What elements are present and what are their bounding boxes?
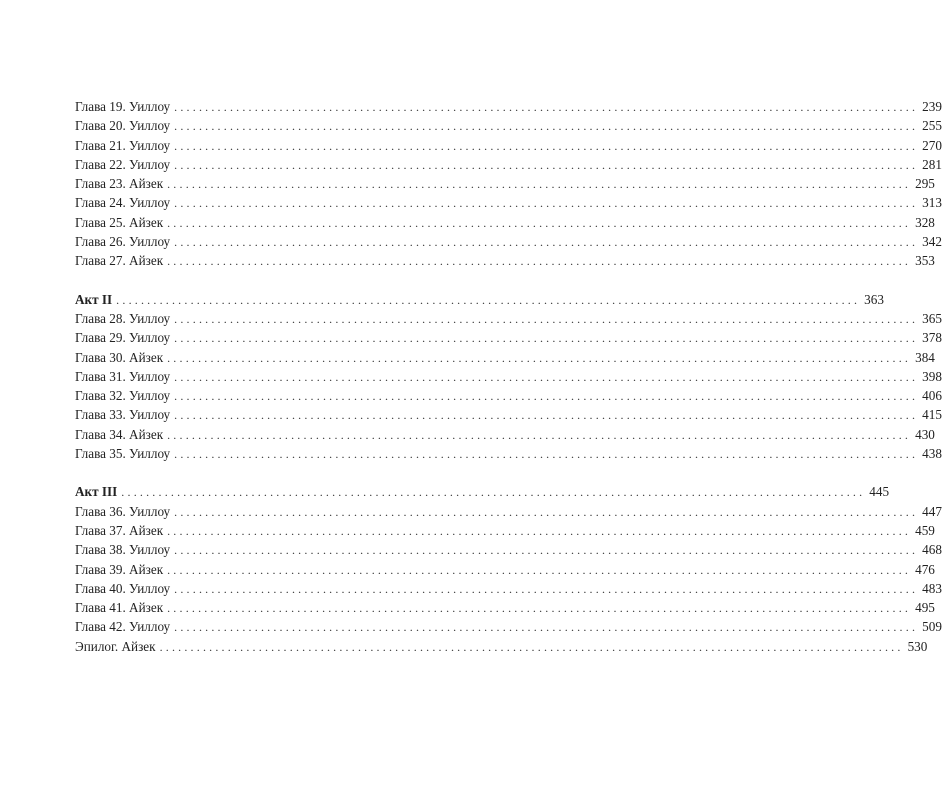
dot-leader: ........................................................................................................................: [167, 427, 912, 442]
dot-leader: ........................................................................................................................: [167, 523, 912, 538]
dot-leader: ........................................................................................................................: [174, 581, 919, 596]
toc-entry: [75, 617, 942, 636]
toc-entry-title: Глава 28. Уиллоу: [75, 310, 171, 326]
toc-entry-title: Глава 36. Уиллоу: [75, 503, 171, 519]
dot-leader: ........................................................................................................................: [174, 235, 919, 250]
dot-leader: ........................................................................................................................: [174, 157, 919, 172]
toc-entry-title: Глава 19. Уиллоу: [75, 99, 171, 114]
toc-page-number: 328: [915, 214, 935, 230]
dot-leader: ........................................................................................................................: [174, 389, 919, 404]
toc-entry: [75, 579, 942, 598]
toc-page-number: 353: [915, 253, 935, 269]
toc-page-number: 406: [922, 388, 942, 404]
toc-page-number: 459: [915, 522, 935, 538]
toc-page-number: 363: [864, 291, 884, 307]
toc-entry: [75, 425, 935, 444]
toc-entry-title: Глава 30. Айзек: [75, 349, 164, 365]
dot-leader: ........................................................................................................................: [174, 369, 919, 384]
toc-entry-title: Глава 39. Айзек: [75, 561, 164, 577]
dot-leader: ........................................................................................................................: [174, 196, 919, 211]
toc-entry: [75, 136, 942, 155]
toc-entry: [75, 502, 942, 521]
dot-leader: ........................................................................................................................: [116, 292, 861, 307]
dot-leader: ........................................................................................................................: [159, 639, 904, 654]
dot-leader: ........................................................................................................................: [174, 119, 919, 134]
toc-entry-title: Глава 34. Айзек: [75, 426, 164, 442]
toc-entry: [75, 155, 942, 174]
toc-entry-title: Глава 41. Айзек: [75, 600, 164, 616]
toc-page-number: 415: [922, 407, 942, 423]
toc-entry-title: Глава 40. Уиллоу: [75, 580, 171, 596]
toc-page-number: 495: [915, 600, 935, 616]
section-gap: [75, 271, 450, 290]
toc-page-number: 509: [922, 619, 942, 635]
toc-page-number: 430: [915, 426, 935, 442]
toc-entry-title: Глава 37. Айзек: [75, 522, 164, 538]
toc-page-number: 384: [915, 349, 935, 365]
toc-entry: [75, 521, 935, 540]
toc-entry-title: Глава 25. Айзек: [75, 214, 164, 230]
dot-leader: ........................................................................................................................: [174, 447, 919, 462]
toc-entry-title: Глава 42. Уиллоу: [75, 619, 171, 635]
toc-entry-title: Глава 35. Уиллоу: [75, 446, 171, 462]
toc-page-number: 468: [922, 542, 942, 558]
dot-leader: ........................................................................................................................: [174, 408, 919, 423]
dot-leader: ........................................................................................................................: [167, 350, 912, 365]
toc-page-number: 445: [869, 484, 890, 500]
toc-entry: [75, 560, 935, 579]
toc-entry: [75, 213, 935, 232]
toc-page-number: 398: [922, 368, 942, 384]
toc-entry: [75, 367, 942, 386]
dot-leader: ........................................................................................................................: [174, 100, 919, 114]
toc-page-number: 438: [922, 446, 942, 462]
toc-entry-title: Глава 27. Айзек: [75, 253, 164, 269]
toc-entry: [75, 193, 942, 212]
toc-entry: [75, 328, 942, 347]
toc-entry-title: Глава 31. Уиллоу: [75, 368, 171, 384]
toc-section: [75, 97, 942, 271]
toc-entry-title: Глава 24. Уиллоу: [75, 195, 171, 211]
toc-part-heading: [75, 290, 884, 309]
toc-page-number: 255: [922, 118, 942, 134]
toc-page-number: 270: [922, 137, 942, 153]
toc-section: [75, 290, 942, 464]
toc-entry: [75, 540, 942, 559]
dot-leader: ........................................................................................................................: [174, 620, 919, 635]
toc-entry: [75, 444, 942, 463]
toc-entry-title: Эпилог. Айзек: [75, 638, 156, 654]
toc-page-number: 447: [922, 503, 942, 519]
toc-entry-title: Акт II: [75, 291, 113, 307]
dot-leader: ........................................................................................................................: [167, 215, 912, 230]
section-gap: [75, 463, 450, 482]
toc-entry: [75, 405, 942, 424]
toc-page-number: 281: [922, 156, 942, 172]
toc-section: [75, 482, 942, 656]
toc-part-heading: [75, 482, 890, 501]
toc-entry-title: Глава 26. Уиллоу: [75, 234, 171, 250]
toc-entry-title: Глава 38. Уиллоу: [75, 542, 171, 558]
toc-entry-title: Глава 29. Уиллоу: [75, 330, 171, 346]
toc-entry: [75, 251, 935, 270]
toc-entry: [75, 348, 935, 367]
toc-entry-title: Акт III: [75, 484, 118, 500]
toc-entry: [75, 232, 942, 251]
dot-leader: ........................................................................................................................: [174, 311, 919, 326]
toc-entry-title: Глава 33. Уиллоу: [75, 407, 171, 423]
toc-page-number: 239: [922, 99, 942, 114]
toc-page-number: 483: [922, 580, 942, 596]
toc-entry-title: Глава 32. Уиллоу: [75, 388, 171, 404]
toc-page-number: 295: [915, 176, 935, 192]
toc-entry: [75, 637, 928, 656]
dot-leader: ........................................................................................................................: [174, 504, 919, 519]
toc-entry: [75, 598, 935, 617]
dot-leader: ........................................................................................................................: [174, 138, 919, 153]
dot-leader: ........................................................................................................................: [167, 601, 912, 616]
table-of-contents: [75, 97, 942, 656]
toc-page-number: 313: [922, 195, 942, 211]
toc-page-number: 365: [922, 310, 942, 326]
toc-entry: [75, 174, 935, 193]
toc-page-number: 378: [922, 330, 942, 346]
toc-page-number: 342: [922, 234, 942, 250]
toc-entry-title: Глава 20. Уиллоу: [75, 118, 171, 134]
toc-page-number: 530: [907, 638, 928, 654]
dot-leader: ........................................................................................................................: [167, 177, 912, 192]
dot-leader: ........................................................................................................................: [174, 331, 919, 346]
dot-leader: ........................................................................................................................: [121, 485, 866, 500]
toc-page-number: 476: [915, 561, 935, 577]
dot-leader: ........................................................................................................................: [174, 543, 919, 558]
toc-entry: [75, 97, 942, 116]
toc-entry: [75, 386, 942, 405]
toc-entry: [75, 309, 942, 328]
toc-entry-title: Глава 21. Уиллоу: [75, 137, 171, 153]
toc-entry: [75, 116, 942, 135]
dot-leader: ........................................................................................................................: [167, 562, 912, 577]
toc-entry-title: Глава 22. Уиллоу: [75, 156, 171, 172]
dot-leader: ........................................................................................................................: [167, 254, 912, 269]
toc-entry-title: Глава 23. Айзек: [75, 176, 164, 192]
